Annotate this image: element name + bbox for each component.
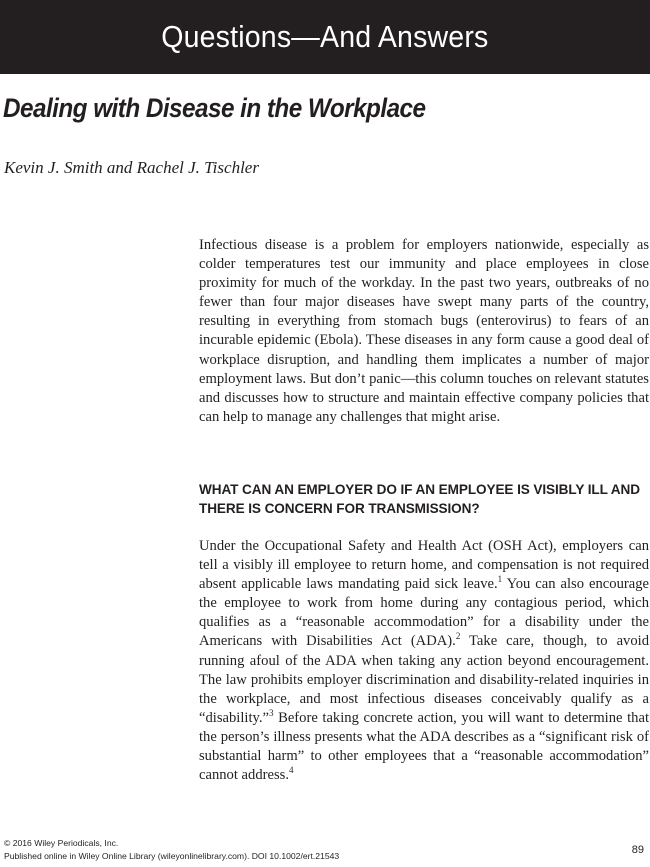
article-authors: Kevin J. Smith and Rachel J. Tischler bbox=[4, 158, 259, 177]
publication-info: Published online in Wiley Online Library (wileyonlinelibrary.com). DOI 10.1002/ert.21543 bbox=[4, 851, 340, 861]
footnote-ref-2[interactable]: 2 bbox=[455, 631, 461, 642]
paragraph-text: Take care, though, to avoid running afoul of the ADA when taking any action beyond encouragement. The law prohibits employer discrimination and disability-related inquiries in the workplace, and most infectious diseases conceivably qualify as a “disability.” bbox=[199, 633, 649, 726]
section-heading: WHAT CAN AN EMPLOYER DO IF AN EMPLOYEE IS VISIBLY ILL AND THERE IS CONCERN FOR TRANSMISSION? bbox=[199, 482, 640, 516]
footnote-ref-4[interactable]: 4 bbox=[288, 765, 294, 776]
intro-paragraph-block bbox=[199, 236, 649, 427]
section-body bbox=[199, 537, 649, 785]
copyright-notice: © 2016 Wiley Periodicals, Inc. bbox=[4, 838, 119, 848]
page-number: 89 bbox=[631, 844, 644, 856]
column-banner bbox=[0, 0, 650, 74]
column-title: Questions—And Answers bbox=[161, 19, 489, 54]
article-title: Dealing with Disease in the Workplace bbox=[3, 93, 426, 123]
paragraph-text: Under the Occupational Safety and Health Act (OSH Act), employers can tell a visibly ill employee to return home, and compensation is not required absent applicable laws mandating paid sick leave. bbox=[199, 538, 649, 593]
paragraph-text: You can also encourage the employee to work from home during any contagious period, which qualifies as a “reasonable accommodation” for a disability under the Americans with Disabilities Act (ADA). bbox=[199, 576, 649, 650]
footnote-ref-3[interactable]: 3 bbox=[268, 707, 274, 718]
section-paragraph bbox=[199, 537, 649, 785]
footnote-ref-1[interactable]: 1 bbox=[497, 574, 503, 585]
intro-paragraph: Infectious disease is a problem for employers nationwide, especially as colder temperatures test our immunity and place employees in close proximity for much of the workday. In the past two years, outbreaks of no fewer than four major diseases have swept many parts of the country, resulting in everything from stomach bugs (enterovirus) to fears of an incurable epidemic (Ebola). These diseases in any form cause a good deal of workplace disruption, and handling them implicates a number of major employment laws. But don’t panic—this column touches on relevant statutes and discusses how to structure and maintain effective company policies that can help to manage any challenges that might arise. bbox=[199, 237, 649, 425]
paragraph-text: Before taking concrete action, you will want to determine that the person’s illness presents what the ADA describes as a “significant risk of substantial harm” to other employees that a “reasonable accommodation” cannot address. bbox=[199, 709, 649, 784]
page-footer bbox=[4, 837, 339, 863]
